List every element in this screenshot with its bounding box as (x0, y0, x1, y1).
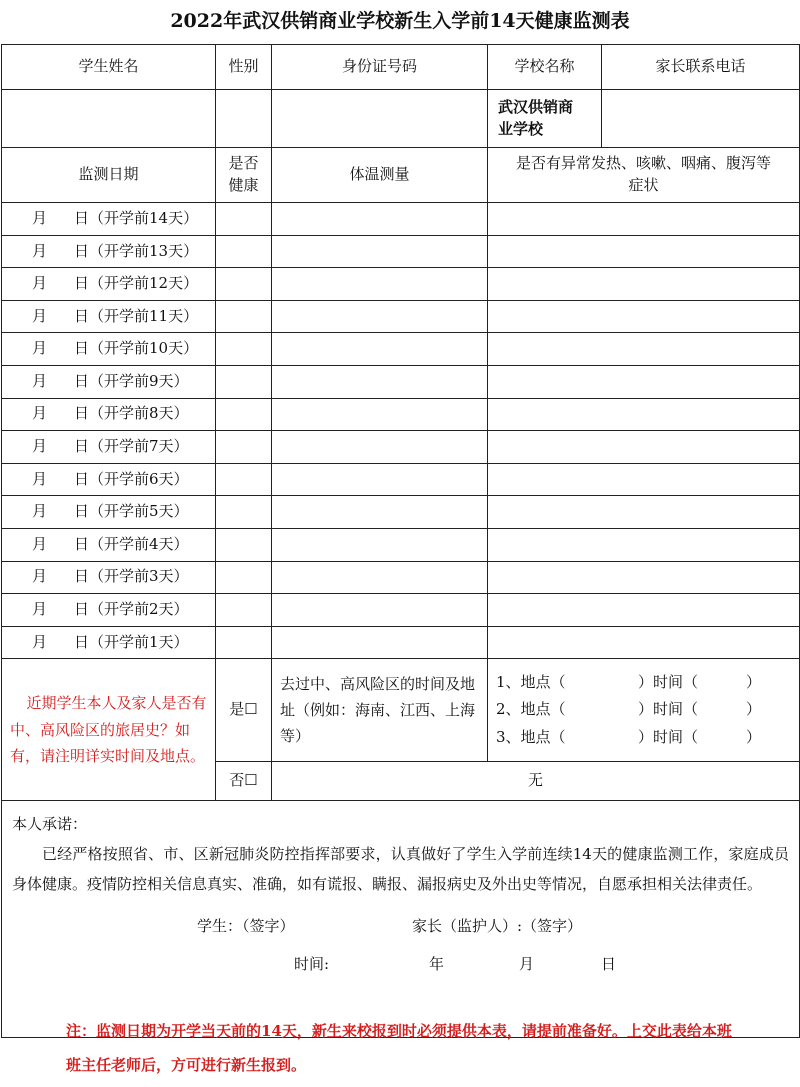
day-label (2, 300, 216, 333)
day-row (2, 431, 800, 464)
day-text: 日（开学前14天） (74, 208, 199, 227)
day-row (2, 496, 800, 529)
day-label (2, 268, 216, 301)
day-temperature-cell[interactable] (272, 203, 488, 236)
day-row (2, 463, 800, 496)
day-row (2, 561, 800, 594)
day-temperature-cell[interactable] (272, 365, 488, 398)
day-symptoms-cell[interactable] (488, 268, 800, 301)
travel-question-text: 近期学生本人及家人是否有中、高风险区的旅居史？如有，请注明详实时间及地点。 (10, 694, 207, 765)
spot-line-3[interactable] (496, 724, 791, 752)
day-temperature-cell[interactable] (272, 300, 488, 333)
day-label (2, 333, 216, 366)
healthy-header-line2: 健康 (228, 176, 259, 194)
day-month: 月 (32, 469, 48, 488)
day-temperature-cell[interactable] (272, 333, 488, 366)
day-temperature-cell[interactable] (272, 626, 488, 659)
day-label (2, 463, 216, 496)
day-symptoms-cell[interactable] (488, 626, 800, 659)
day-month: 月 (32, 241, 48, 260)
parent-phone-cell[interactable] (602, 90, 800, 148)
day-healthy-cell[interactable] (216, 203, 272, 236)
day-healthy-cell[interactable] (216, 594, 272, 627)
id-number-cell[interactable] (272, 90, 488, 148)
day-row (2, 300, 800, 333)
day-healthy-cell[interactable] (216, 626, 272, 659)
day-label (2, 561, 216, 594)
day-row (2, 203, 800, 236)
day-healthy-cell[interactable] (216, 431, 272, 464)
day-healthy-cell[interactable] (216, 365, 272, 398)
school-name-line2: 业学校 (498, 119, 544, 138)
monitor-healthy-header (216, 148, 272, 203)
day-healthy-cell[interactable] (216, 333, 272, 366)
travel-yes-description: 去过中、高风险区的时间及地址（例如：海南、江西、上海等） (272, 659, 488, 762)
spot-place-label: 3、地点（ (496, 728, 566, 747)
day-text: 日（开学前5天） (74, 502, 189, 521)
day-month: 月 (32, 600, 48, 619)
day-text: 日（开学前3天） (74, 567, 189, 586)
day-text: 日（开学前7天） (74, 437, 189, 456)
day-label (2, 365, 216, 398)
gender-cell[interactable] (216, 90, 272, 148)
student-signature[interactable]: 学生：（签字） (197, 917, 295, 936)
day-temperature-cell[interactable] (272, 594, 488, 627)
monitor-temperature-header: 体温测量 (272, 148, 488, 203)
health-monitor-table (1, 44, 800, 1038)
day-row (2, 268, 800, 301)
day-text: 日（开学前1天） (74, 632, 189, 651)
day-symptoms-cell[interactable] (488, 235, 800, 268)
day-month: 月 (32, 274, 48, 293)
day-symptoms-cell[interactable] (488, 300, 800, 333)
header-row (2, 45, 800, 90)
day-symptoms-cell[interactable] (488, 365, 800, 398)
day-healthy-cell[interactable] (216, 398, 272, 431)
day-label (2, 528, 216, 561)
spot-time-label: ）时间（ (638, 672, 699, 691)
day-temperature-cell[interactable] (272, 496, 488, 529)
day-row (2, 398, 800, 431)
student-name-cell[interactable] (2, 90, 216, 148)
day-healthy-cell[interactable] (216, 496, 272, 529)
day-month: 月 (32, 437, 48, 456)
year-label: 年 (429, 955, 445, 974)
spot-time-label: ）时间（ (638, 700, 699, 719)
header-gender: 性别 (216, 45, 272, 90)
pledge-heading: 本人承诺： (12, 815, 88, 834)
day-text: 日（开学前4天） (74, 534, 189, 553)
day-temperature-cell[interactable] (272, 528, 488, 561)
pledge-section (2, 801, 800, 1038)
symptoms-header-line2: 症状 (628, 176, 659, 194)
day-label (2, 626, 216, 659)
day-healthy-cell[interactable] (216, 528, 272, 561)
day-text: 日（开学前13天） (74, 241, 199, 260)
day-month: 月 (32, 339, 48, 358)
spot-end: ） (746, 700, 762, 719)
day-symptoms-cell[interactable] (488, 594, 800, 627)
parent-signature[interactable]: 家长（监护人）:（签字） (412, 917, 583, 936)
day-text: 日（开学前6天） (74, 469, 189, 488)
spot-end: ） (746, 672, 762, 691)
day-temperature-cell[interactable] (272, 268, 488, 301)
day-row (2, 365, 800, 398)
day-month: 月 (32, 404, 48, 423)
travel-spots (488, 659, 800, 762)
travel-no-checkbox[interactable]: 否☐ (216, 762, 272, 801)
day-temperature-cell[interactable] (272, 398, 488, 431)
day-text: 日（开学前12天） (74, 274, 199, 293)
spot-time-label: ）时间（ (638, 728, 699, 747)
day-label (2, 594, 216, 627)
day-label (2, 496, 216, 529)
page-title: 2022年武汉供销商业学校新生入学前14天健康监测表 (170, 10, 630, 32)
day-text: 日（开学前10天） (74, 339, 199, 358)
travel-no-value: 无 (272, 762, 800, 801)
date-line (294, 949, 789, 979)
day-month: 月 (32, 567, 48, 586)
travel-yes-row (2, 659, 800, 762)
day-symptoms-cell[interactable] (488, 561, 800, 594)
monitor-symptoms-header (488, 148, 800, 203)
day-label (2, 398, 216, 431)
day-month: 月 (32, 371, 48, 390)
day-month: 月 (32, 208, 48, 227)
day-label-sign: 日 (601, 955, 617, 974)
healthy-header-line1: 是否 (228, 154, 259, 173)
monitor-header-row (2, 148, 800, 203)
day-text: 日（开学前9天） (74, 371, 189, 390)
day-symptoms-cell[interactable] (488, 398, 800, 431)
symptoms-header-line1: 是否有异常发热、咳嗽、咽痛、腹泻等 (515, 154, 771, 173)
day-row (2, 626, 800, 659)
spot-line-2[interactable] (496, 696, 791, 724)
day-healthy-cell[interactable] (216, 300, 272, 333)
header-student-name: 学生姓名 (2, 45, 216, 90)
day-symptoms-cell[interactable] (488, 528, 800, 561)
monitor-date-header: 监测日期 (2, 148, 216, 203)
day-label (2, 431, 216, 464)
school-name-line1: 武汉供销商 (498, 97, 574, 116)
spot-line-1[interactable] (496, 669, 791, 697)
day-label (2, 203, 216, 236)
day-row (2, 333, 800, 366)
day-month: 月 (32, 534, 48, 553)
travel-yes-checkbox[interactable]: 是☐ (216, 659, 272, 762)
day-label (2, 235, 216, 268)
day-healthy-cell[interactable] (216, 463, 272, 496)
day-temperature-cell[interactable] (272, 431, 488, 464)
header-school-name: 学校名称 (488, 45, 602, 90)
signature-line (12, 911, 789, 941)
pledge-row (2, 801, 800, 1038)
day-symptoms-cell[interactable] (488, 431, 800, 464)
day-row (2, 235, 800, 268)
student-info-row (2, 90, 800, 148)
day-row (2, 594, 800, 627)
header-parent-phone: 家长联系电话 (602, 45, 800, 90)
day-text: 日（开学前11天） (74, 306, 199, 325)
day-symptoms-cell[interactable] (488, 463, 800, 496)
pledge-text: 已经严格按照省、市、区新冠肺炎防控指挥部要求，认真做好了学生入学前连续14天的健康监测工作，家庭成员身体健康。疫情防控相关信息真实、准确，如有谎报、瞒报、漏报病史及外出史等情况，自愿承担相关法律责任。 (12, 845, 789, 894)
day-healthy-cell[interactable] (216, 561, 272, 594)
day-row (2, 528, 800, 561)
day-month: 月 (32, 502, 48, 521)
day-temperature-cell[interactable] (272, 463, 488, 496)
spot-place-label: 2、地点（ (496, 700, 566, 719)
month-label: 月 (519, 955, 535, 974)
day-symptoms-cell[interactable] (488, 333, 800, 366)
footer-note: 注：监测日期为开学当天前的14天，新生来校报到时必须提供本表，请提前准备好。上交此表给本班班主任老师后，方可进行新生报到。 (66, 1022, 732, 1074)
header-id-number: 身份证号码 (272, 45, 488, 90)
day-month: 月 (32, 306, 48, 325)
day-symptoms-cell[interactable] (488, 496, 800, 529)
day-temperature-cell[interactable] (272, 561, 488, 594)
day-symptoms-cell[interactable] (488, 203, 800, 236)
day-text: 日（开学前8天） (74, 404, 189, 423)
day-text: 日（开学前2天） (74, 600, 189, 619)
day-healthy-cell[interactable] (216, 268, 272, 301)
travel-question (2, 659, 216, 801)
time-label: 时间: (294, 955, 330, 974)
day-temperature-cell[interactable] (272, 235, 488, 268)
school-name-value (488, 90, 602, 148)
day-healthy-cell[interactable] (216, 235, 272, 268)
spot-place-label: 1、地点（ (496, 672, 566, 691)
spot-end: ） (746, 728, 762, 747)
day-month: 月 (32, 632, 48, 651)
